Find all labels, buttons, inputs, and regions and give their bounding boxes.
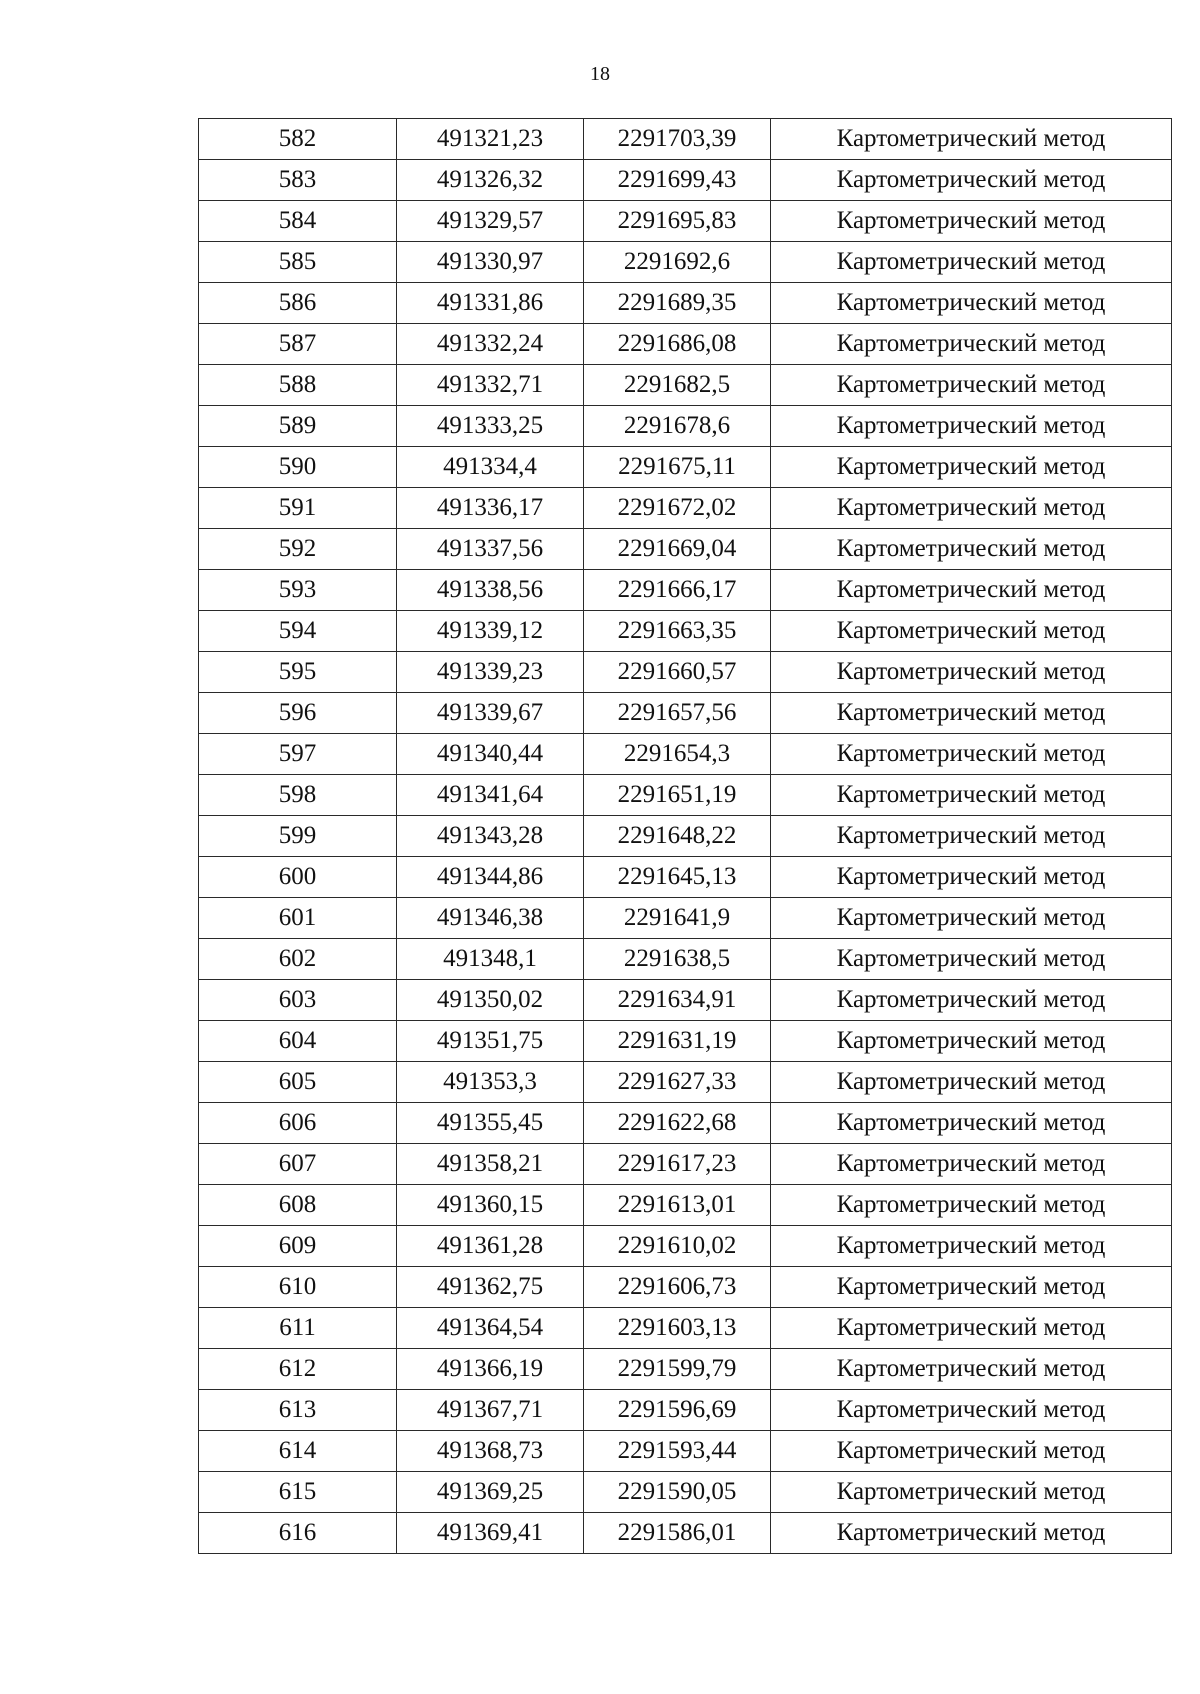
point-number-cell: 592 <box>199 529 397 570</box>
x-coordinate-cell: 491333,25 <box>397 406 584 447</box>
table-row <box>199 652 1172 693</box>
page-number: 18 <box>590 63 610 85</box>
table-row <box>199 1185 1172 1226</box>
coordinates-table <box>198 118 1172 1554</box>
method-cell: Картометрический метод <box>771 939 1172 980</box>
x-coordinate-cell: 491350,02 <box>397 980 584 1021</box>
table-row <box>199 775 1172 816</box>
table-row <box>199 1267 1172 1308</box>
x-coordinate-cell: 491348,1 <box>397 939 584 980</box>
table-row <box>199 365 1172 406</box>
method-cell: Картометрический метод <box>771 324 1172 365</box>
method-cell: Картометрический метод <box>771 1390 1172 1431</box>
point-number-cell: 607 <box>199 1144 397 1185</box>
x-coordinate-cell: 491321,23 <box>397 119 584 160</box>
table-row <box>199 1226 1172 1267</box>
x-coordinate-cell: 491344,86 <box>397 857 584 898</box>
y-coordinate-cell: 2291617,23 <box>584 1144 771 1185</box>
table-row <box>199 119 1172 160</box>
y-coordinate-cell: 2291654,3 <box>584 734 771 775</box>
y-coordinate-cell: 2291599,79 <box>584 1349 771 1390</box>
point-number-cell: 613 <box>199 1390 397 1431</box>
y-coordinate-cell: 2291678,6 <box>584 406 771 447</box>
y-coordinate-cell: 2291666,17 <box>584 570 771 611</box>
point-number-cell: 608 <box>199 1185 397 1226</box>
table-row <box>199 1513 1172 1554</box>
x-coordinate-cell: 491362,75 <box>397 1267 584 1308</box>
point-number-cell: 614 <box>199 1431 397 1472</box>
x-coordinate-cell: 491332,24 <box>397 324 584 365</box>
method-cell: Картометрический метод <box>771 1021 1172 1062</box>
method-cell: Картометрический метод <box>771 1267 1172 1308</box>
y-coordinate-cell: 2291699,43 <box>584 160 771 201</box>
table-row <box>199 1349 1172 1390</box>
point-number-cell: 596 <box>199 693 397 734</box>
point-number-cell: 609 <box>199 1226 397 1267</box>
method-cell: Картометрический метод <box>771 1513 1172 1554</box>
point-number-cell: 591 <box>199 488 397 529</box>
table-body <box>199 119 1172 1554</box>
table-row <box>199 529 1172 570</box>
method-cell: Картометрический метод <box>771 734 1172 775</box>
table-row <box>199 324 1172 365</box>
y-coordinate-cell: 2291669,04 <box>584 529 771 570</box>
point-number-cell: 612 <box>199 1349 397 1390</box>
point-number-cell: 602 <box>199 939 397 980</box>
y-coordinate-cell: 2291603,13 <box>584 1308 771 1349</box>
method-cell: Картометрический метод <box>771 693 1172 734</box>
table-row <box>199 1308 1172 1349</box>
method-cell: Картометрический метод <box>771 365 1172 406</box>
method-cell: Картометрический метод <box>771 119 1172 160</box>
method-cell: Картометрический метод <box>771 611 1172 652</box>
y-coordinate-cell: 2291675,11 <box>584 447 771 488</box>
method-cell: Картометрический метод <box>771 857 1172 898</box>
x-coordinate-cell: 491369,25 <box>397 1472 584 1513</box>
x-coordinate-cell: 491338,56 <box>397 570 584 611</box>
point-number-cell: 587 <box>199 324 397 365</box>
point-number-cell: 610 <box>199 1267 397 1308</box>
method-cell: Картометрический метод <box>771 488 1172 529</box>
x-coordinate-cell: 491339,12 <box>397 611 584 652</box>
table-row <box>199 242 1172 283</box>
y-coordinate-cell: 2291631,19 <box>584 1021 771 1062</box>
method-cell: Картометрический метод <box>771 160 1172 201</box>
point-number-cell: 594 <box>199 611 397 652</box>
y-coordinate-cell: 2291610,02 <box>584 1226 771 1267</box>
method-cell: Картометрический метод <box>771 242 1172 283</box>
point-number-cell: 589 <box>199 406 397 447</box>
table-row <box>199 939 1172 980</box>
point-number-cell: 590 <box>199 447 397 488</box>
point-number-cell: 604 <box>199 1021 397 1062</box>
method-cell: Картометрический метод <box>771 1185 1172 1226</box>
x-coordinate-cell: 491332,71 <box>397 365 584 406</box>
y-coordinate-cell: 2291596,69 <box>584 1390 771 1431</box>
y-coordinate-cell: 2291645,13 <box>584 857 771 898</box>
x-coordinate-cell: 491355,45 <box>397 1103 584 1144</box>
table-row <box>199 1144 1172 1185</box>
y-coordinate-cell: 2291648,22 <box>584 816 771 857</box>
point-number-cell: 601 <box>199 898 397 939</box>
method-cell: Картометрический метод <box>771 447 1172 488</box>
method-cell: Картометрический метод <box>771 775 1172 816</box>
method-cell: Картометрический метод <box>771 1144 1172 1185</box>
x-coordinate-cell: 491334,4 <box>397 447 584 488</box>
point-number-cell: 611 <box>199 1308 397 1349</box>
table-row <box>199 857 1172 898</box>
x-coordinate-cell: 491364,54 <box>397 1308 584 1349</box>
table-row <box>199 734 1172 775</box>
y-coordinate-cell: 2291593,44 <box>584 1431 771 1472</box>
x-coordinate-cell: 491339,23 <box>397 652 584 693</box>
method-cell: Картометрический метод <box>771 1431 1172 1472</box>
x-coordinate-cell: 491326,32 <box>397 160 584 201</box>
x-coordinate-cell: 491346,38 <box>397 898 584 939</box>
point-number-cell: 582 <box>199 119 397 160</box>
x-coordinate-cell: 491330,97 <box>397 242 584 283</box>
y-coordinate-cell: 2291689,35 <box>584 283 771 324</box>
method-cell: Картометрический метод <box>771 898 1172 939</box>
y-coordinate-cell: 2291622,68 <box>584 1103 771 1144</box>
method-cell: Картометрический метод <box>771 570 1172 611</box>
table-row <box>199 447 1172 488</box>
point-number-cell: 606 <box>199 1103 397 1144</box>
y-coordinate-cell: 2291660,57 <box>584 652 771 693</box>
y-coordinate-cell: 2291663,35 <box>584 611 771 652</box>
point-number-cell: 599 <box>199 816 397 857</box>
y-coordinate-cell: 2291641,9 <box>584 898 771 939</box>
method-cell: Картометрический метод <box>771 980 1172 1021</box>
table-row <box>199 283 1172 324</box>
table-row <box>199 898 1172 939</box>
point-number-cell: 585 <box>199 242 397 283</box>
point-number-cell: 616 <box>199 1513 397 1554</box>
method-cell: Картометрический метод <box>771 1226 1172 1267</box>
x-coordinate-cell: 491361,28 <box>397 1226 584 1267</box>
y-coordinate-cell: 2291686,08 <box>584 324 771 365</box>
method-cell: Картометрический метод <box>771 201 1172 242</box>
point-number-cell: 615 <box>199 1472 397 1513</box>
table-row <box>199 570 1172 611</box>
x-coordinate-cell: 491341,64 <box>397 775 584 816</box>
x-coordinate-cell: 491331,86 <box>397 283 584 324</box>
table-row <box>199 1431 1172 1472</box>
y-coordinate-cell: 2291590,05 <box>584 1472 771 1513</box>
table-row <box>199 1472 1172 1513</box>
x-coordinate-cell: 491353,3 <box>397 1062 584 1103</box>
x-coordinate-cell: 491366,19 <box>397 1349 584 1390</box>
x-coordinate-cell: 491367,71 <box>397 1390 584 1431</box>
x-coordinate-cell: 491337,56 <box>397 529 584 570</box>
y-coordinate-cell: 2291613,01 <box>584 1185 771 1226</box>
method-cell: Картометрический метод <box>771 1472 1172 1513</box>
method-cell: Картометрический метод <box>771 1103 1172 1144</box>
y-coordinate-cell: 2291682,5 <box>584 365 771 406</box>
point-number-cell: 586 <box>199 283 397 324</box>
table-row <box>199 201 1172 242</box>
y-coordinate-cell: 2291695,83 <box>584 201 771 242</box>
method-cell: Картометрический метод <box>771 1062 1172 1103</box>
x-coordinate-cell: 491369,41 <box>397 1513 584 1554</box>
x-coordinate-cell: 491351,75 <box>397 1021 584 1062</box>
y-coordinate-cell: 2291627,33 <box>584 1062 771 1103</box>
method-cell: Картометрический метод <box>771 283 1172 324</box>
table-row <box>199 693 1172 734</box>
point-number-cell: 584 <box>199 201 397 242</box>
x-coordinate-cell: 491336,17 <box>397 488 584 529</box>
point-number-cell: 597 <box>199 734 397 775</box>
method-cell: Картометрический метод <box>771 1308 1172 1349</box>
point-number-cell: 600 <box>199 857 397 898</box>
table-row <box>199 160 1172 201</box>
x-coordinate-cell: 491340,44 <box>397 734 584 775</box>
y-coordinate-cell: 2291634,91 <box>584 980 771 1021</box>
x-coordinate-cell: 491358,21 <box>397 1144 584 1185</box>
table-row <box>199 1021 1172 1062</box>
y-coordinate-cell: 2291586,01 <box>584 1513 771 1554</box>
table-row <box>199 816 1172 857</box>
y-coordinate-cell: 2291606,73 <box>584 1267 771 1308</box>
method-cell: Картометрический метод <box>771 529 1172 570</box>
y-coordinate-cell: 2291703,39 <box>584 119 771 160</box>
table-row <box>199 1062 1172 1103</box>
table-row <box>199 980 1172 1021</box>
method-cell: Картометрический метод <box>771 406 1172 447</box>
point-number-cell: 583 <box>199 160 397 201</box>
method-cell: Картометрический метод <box>771 816 1172 857</box>
table-row <box>199 1390 1172 1431</box>
x-coordinate-cell: 491368,73 <box>397 1431 584 1472</box>
point-number-cell: 593 <box>199 570 397 611</box>
y-coordinate-cell: 2291638,5 <box>584 939 771 980</box>
x-coordinate-cell: 491339,67 <box>397 693 584 734</box>
table-row <box>199 1103 1172 1144</box>
x-coordinate-cell: 491360,15 <box>397 1185 584 1226</box>
x-coordinate-cell: 491329,57 <box>397 201 584 242</box>
y-coordinate-cell: 2291651,19 <box>584 775 771 816</box>
table-row <box>199 611 1172 652</box>
point-number-cell: 605 <box>199 1062 397 1103</box>
point-number-cell: 588 <box>199 365 397 406</box>
y-coordinate-cell: 2291692,6 <box>584 242 771 283</box>
method-cell: Картометрический метод <box>771 652 1172 693</box>
x-coordinate-cell: 491343,28 <box>397 816 584 857</box>
point-number-cell: 598 <box>199 775 397 816</box>
method-cell: Картометрический метод <box>771 1349 1172 1390</box>
y-coordinate-cell: 2291657,56 <box>584 693 771 734</box>
table-row <box>199 406 1172 447</box>
y-coordinate-cell: 2291672,02 <box>584 488 771 529</box>
table-row <box>199 488 1172 529</box>
point-number-cell: 595 <box>199 652 397 693</box>
point-number-cell: 603 <box>199 980 397 1021</box>
